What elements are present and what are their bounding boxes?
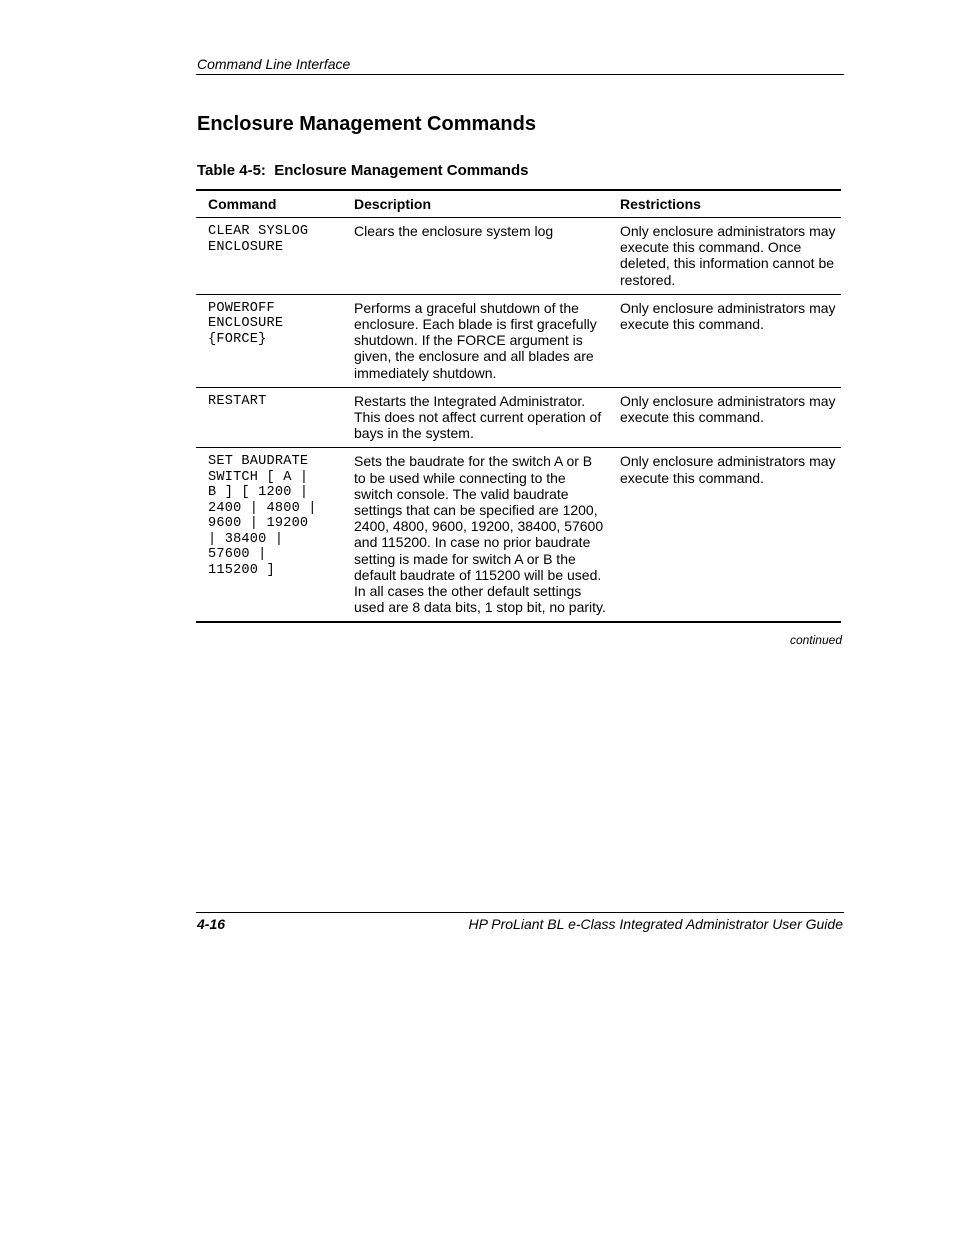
- restrictions-cell: Only enclosure administrators may execute this command.: [609, 448, 841, 623]
- header-rule: [196, 74, 844, 75]
- table-row: [196, 294, 841, 387]
- description-cell: Clears the enclosure system log: [343, 218, 609, 295]
- column-header-restrictions: Restrictions: [609, 190, 841, 218]
- command-cell: RESTART: [196, 387, 343, 448]
- running-header: Command Line Interface: [197, 56, 351, 72]
- command-cell: CLEAR SYSLOG ENCLOSURE: [196, 218, 343, 295]
- command-cell: POWEROFF ENCLOSURE {FORCE}: [196, 294, 343, 387]
- restrictions-cell: Only enclosure administrators may execute this command. Once deleted, this information cannot be restored.: [609, 218, 841, 295]
- description-cell: Performs a graceful shutdown of the enclosure. Each blade is first gracefully shutdown. If the FORCE argument is given, the enclosure and all blades are immediately shutdown.: [343, 294, 609, 387]
- table-caption: Table 4-5: Enclosure Management Commands: [197, 162, 529, 179]
- footer-rule: [196, 912, 844, 913]
- table-row: [196, 218, 841, 295]
- table-row: [196, 448, 841, 623]
- footer-document-title: HP ProLiant BL e-Class Integrated Administrator User Guide: [468, 916, 843, 932]
- restrictions-cell: Only enclosure administrators may execute this command.: [609, 294, 841, 387]
- table-row: [196, 387, 841, 448]
- continued-note: continued: [789, 633, 842, 647]
- command-cell: SET BAUDRATE SWITCH [ A | B ] [ 1200 | 2400 | 4800 | 9600 | 19200 | 38400 | 57600 | 115200 ]: [196, 448, 343, 623]
- column-header-description: Description: [343, 190, 609, 218]
- commands-table: [196, 189, 841, 623]
- description-cell: Restarts the Integrated Administrator. This does not affect current operation of bays in the system.: [343, 387, 609, 448]
- description-cell: Sets the baudrate for the switch A or B to be used while connecting to the switch console. The valid baudrate settings that can be specified are 1200, 2400, 4800, 9600, 19200, 38400, 57600 and 115200. In case no prior baudrate setting is made for switch A or B the default baudrate of 115200 will be used. In all cases the other default settings used are 8 data bits, 1 stop bit, no parity.: [343, 448, 609, 623]
- table-header-row: [196, 190, 841, 218]
- page-number: 4-16: [197, 916, 226, 932]
- restrictions-cell: Only enclosure administrators may execute this command.: [609, 387, 841, 448]
- section-title: Enclosure Management Commands: [197, 113, 536, 135]
- column-header-command: Command: [196, 190, 343, 218]
